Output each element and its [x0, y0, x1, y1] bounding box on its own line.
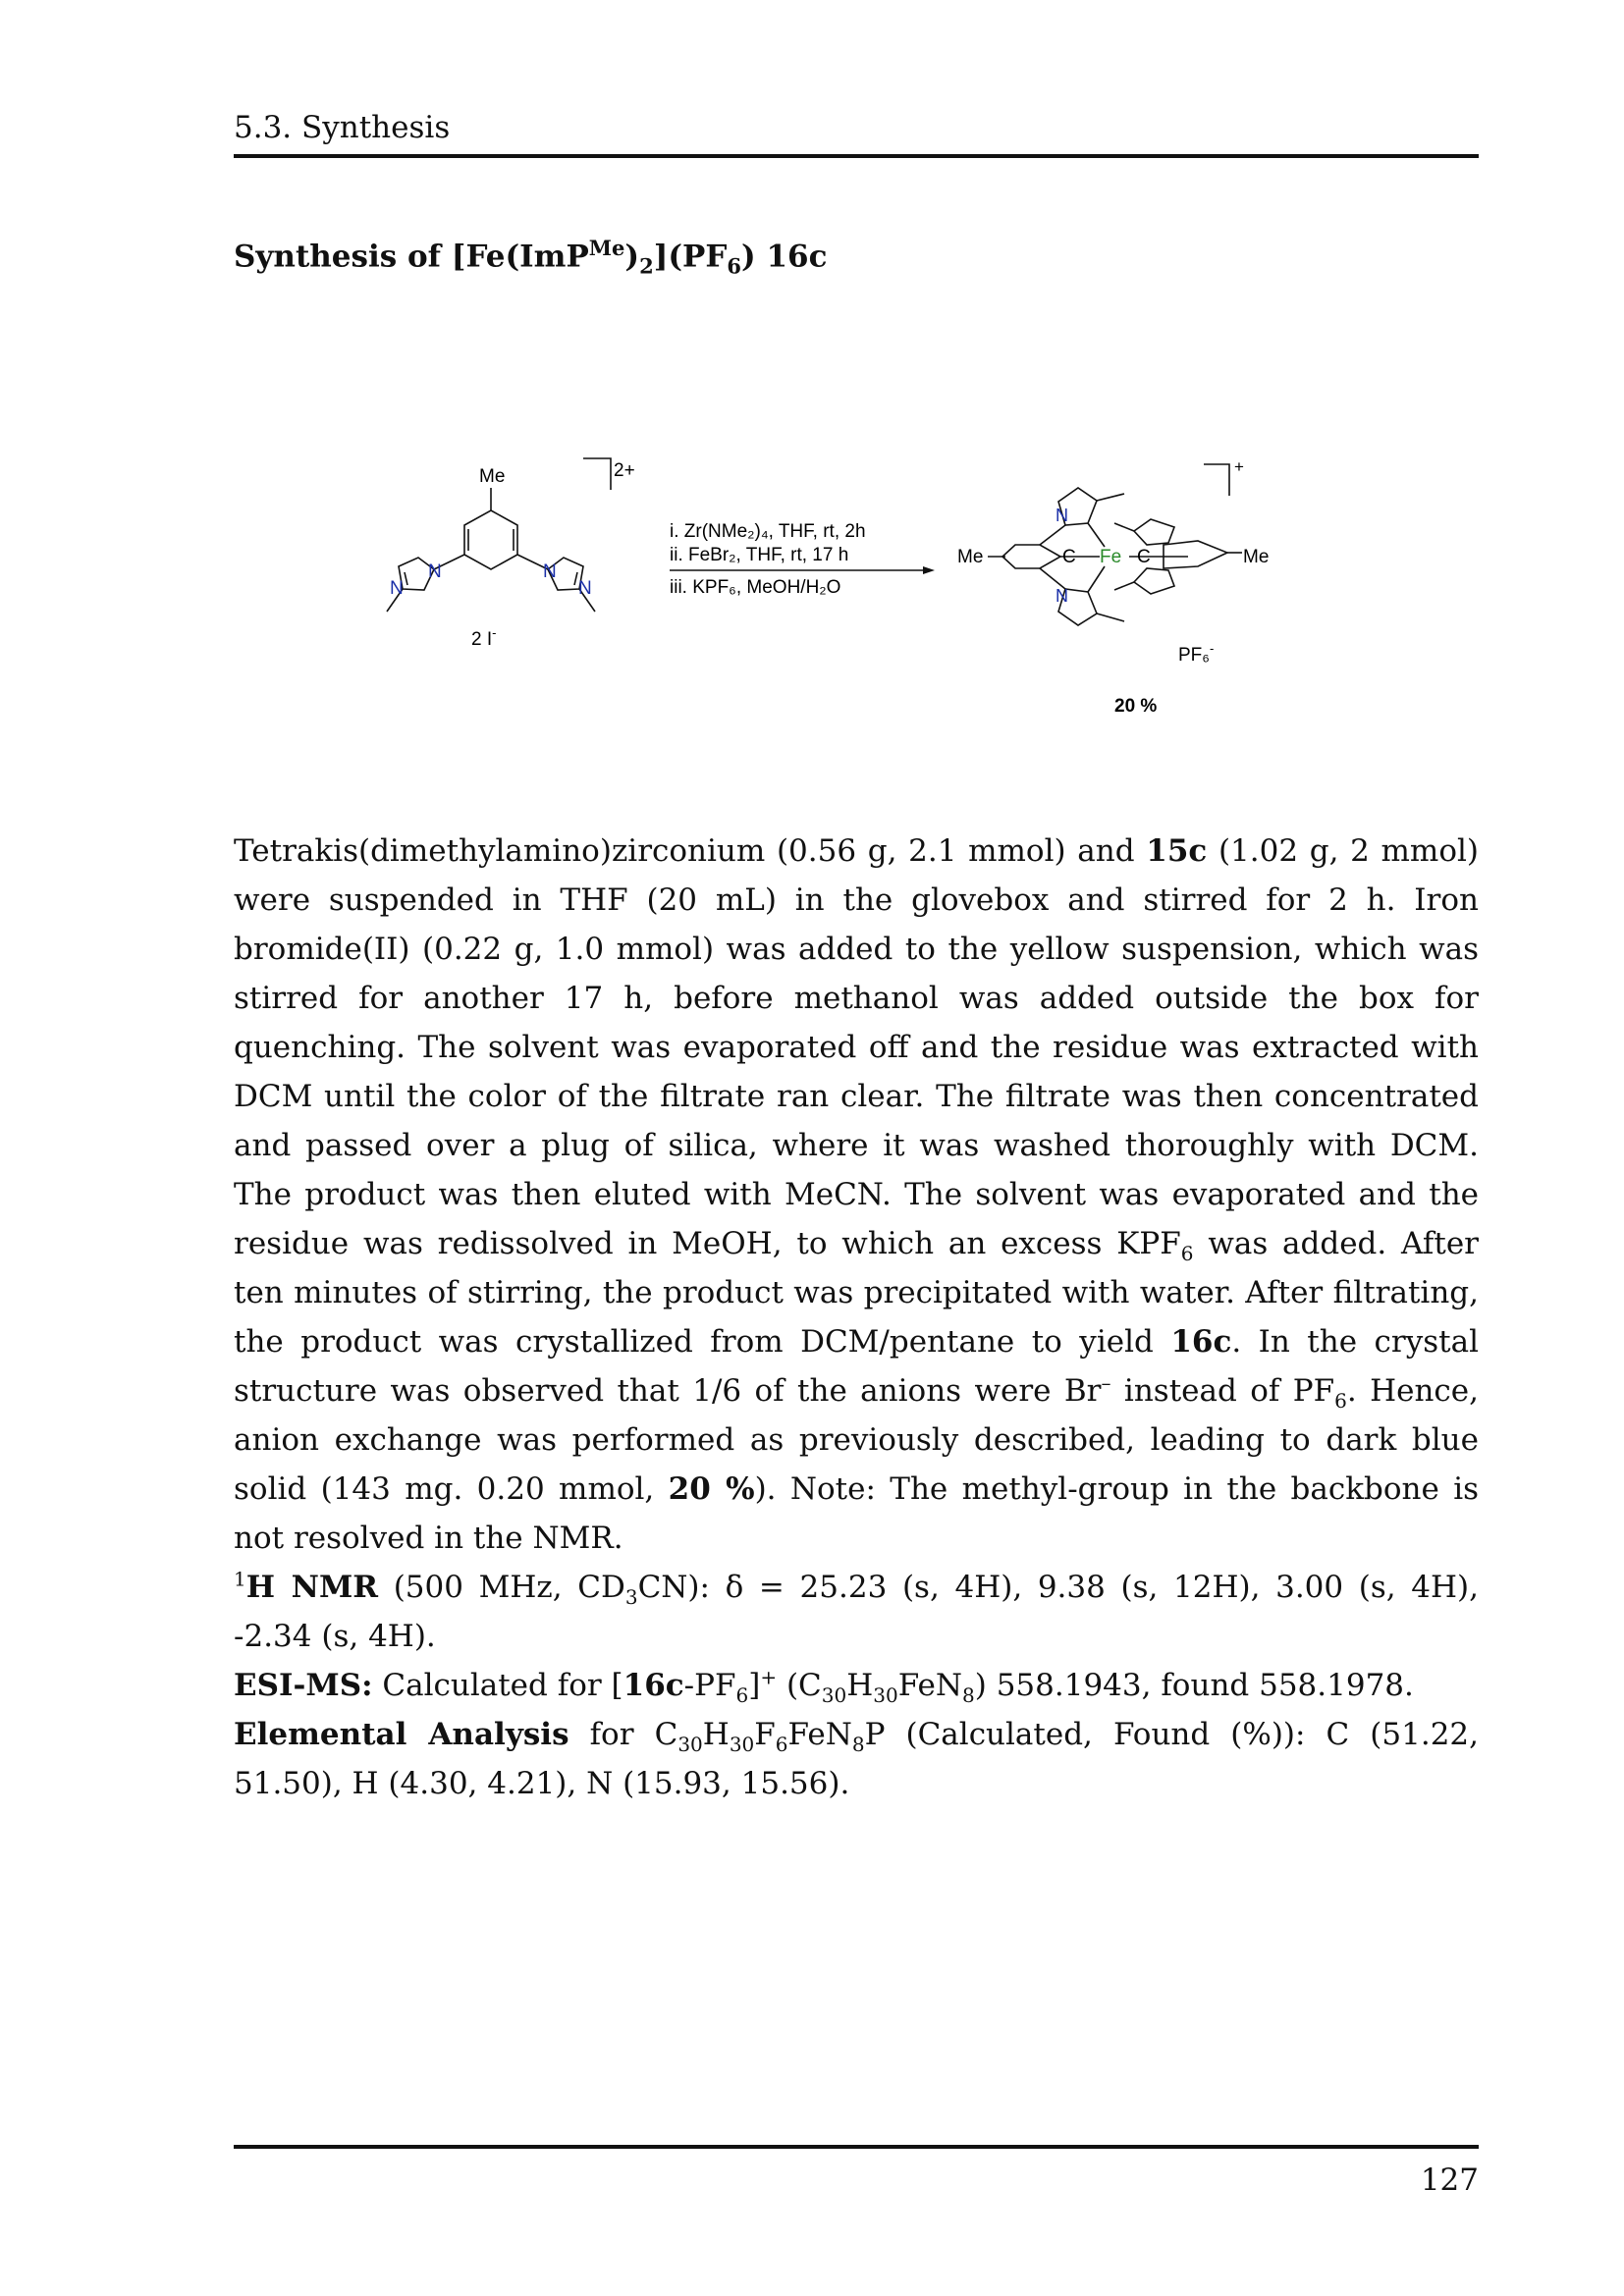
procedure-paragraph [234, 827, 1479, 1563]
elemental-analysis [234, 1710, 1479, 1808]
subscript: 30 [729, 1733, 755, 1757]
subscript: 6 [1334, 1389, 1347, 1414]
reaction-arrowhead [923, 566, 935, 574]
procedure-text [234, 827, 1479, 1808]
text-run: for C [568, 1717, 678, 1752]
text-run: FeN [897, 1668, 963, 1703]
product-anion [1178, 641, 1214, 666]
product-nitrogen-label: N [1056, 586, 1068, 606]
footer-rule [234, 2145, 1479, 2149]
compound-ref: 15c [1146, 833, 1208, 869]
text-run: F [754, 1717, 776, 1752]
text-run: H [846, 1668, 874, 1703]
product-nitrogen-label: N [1056, 506, 1068, 525]
text-run: -PF [683, 1668, 736, 1703]
ms-data [234, 1661, 1479, 1710]
counterion-superscript: - [492, 625, 497, 640]
subscript: 8 [962, 1683, 975, 1708]
text-run: . In the crystal structure was observed that 1/6 of the anions were Br [234, 1324, 1479, 1409]
title-superscript: Me [588, 236, 625, 260]
text-run: ) 558.1943, found 558.1978. [974, 1668, 1414, 1703]
compound-ref: 16c [623, 1668, 684, 1703]
title-subscript: 2 [639, 253, 654, 279]
text-run: (1.02 g, 2 mmol) were suspended in THF (20 mL) in the glovebox and stirred for 2 h. Iron bromide(II) (0.22 g, 1.0 mmol) was added to the yellow suspension, which was stirred for another 17 h, before methanol was added outside the box for quenching. The solvent was evaporated off and the residue was extracted with DCM until the color of the filtrate ran clear. The filtrate was then concentrated and passed over a plug of silica, where it was washed thoroughly with DCM. The product was then eluted with MeCN. The solvent was evaporated and the residue was redissolved in MeOH, to which an excess KPF [234, 833, 1479, 1261]
text-run: Calculated for [ [372, 1668, 623, 1703]
text-run: . Hence, anion exchange was performed as previously described, leading to dark blue solid (143 mg. 0.20 mmol, [234, 1373, 1479, 1507]
subscript: 30 [873, 1683, 898, 1708]
title-text: ) [624, 239, 640, 275]
product-carbon-label: C [1062, 547, 1076, 567]
text-run: ] [748, 1668, 761, 1703]
condition-step-2: ii. FeBr₂, THF, rt, 17 h [670, 545, 849, 565]
nmr-label: H NMR [245, 1570, 379, 1605]
reactant-nitrogen-label: N [578, 578, 592, 599]
product-methyl-right: Me [1243, 547, 1270, 567]
title-text: Synthesis of [Fe(ImP [234, 239, 589, 275]
subscript: 8 [851, 1733, 865, 1757]
reactant-nitrogen-label: N [428, 561, 442, 582]
reactant-charge: 2+ [614, 460, 635, 481]
superscript: 1 [234, 1567, 246, 1591]
text-run: (C [777, 1668, 822, 1703]
product-yield: 20 % [1114, 696, 1158, 717]
text-run: H [702, 1717, 730, 1752]
product-structure [988, 464, 1242, 625]
reactant-nitrogen-label: N [390, 578, 404, 599]
reactant-counterion [471, 625, 496, 650]
condition-step-3: iii. KPF₆, MeOH/H₂O [670, 577, 841, 598]
superscript: + [760, 1665, 778, 1689]
text-run: (500 MHz, CD [378, 1570, 625, 1605]
text-run: FeN [787, 1717, 852, 1752]
header-rule [234, 154, 1479, 158]
title-text: ) 16c [740, 239, 828, 275]
running-header: 5.3. Synthesis [234, 110, 451, 145]
text-run: Tetrakis(dimethylamino)zirconium (0.56 g, 2.1 mmol) and [234, 833, 1147, 869]
subscript: 6 [1180, 1242, 1194, 1266]
reactant-methyl-label: Me [479, 466, 506, 487]
yield-value: 20 % [668, 1471, 755, 1507]
compound-ref: 16c [1170, 1324, 1232, 1360]
product-metal-label: Fe [1100, 547, 1122, 567]
subscript: 3 [624, 1585, 638, 1610]
reactant-nitrogen-label: N [543, 561, 557, 582]
ea-label: Elemental Analysis [234, 1717, 569, 1752]
product-charge: + [1234, 457, 1244, 476]
reaction-scheme [353, 447, 1335, 741]
text-run: was added. After ten minutes of stirring, the product was precipitated with water. After filtrating, the product was crystallized from DCM/pentane to yield [234, 1226, 1479, 1360]
anion-superscript: - [1209, 641, 1215, 656]
page-number: 127 [1420, 2163, 1479, 2198]
text-run: instead of PF [1110, 1373, 1335, 1409]
nmr-data [234, 1563, 1479, 1661]
subscript: 6 [775, 1733, 788, 1757]
condition-step-1: i. Zr(NMe₂)₄, THF, rt, 2h [670, 521, 866, 542]
counterion-text: 2 I [471, 629, 493, 650]
product-methyl-left: Me [957, 547, 984, 567]
text-run: CN): δ = 25.23 (s, 4H), 9.38 (s, 12H), 3.00 (s, 4H), -2.34 (s, 4H). [234, 1570, 1480, 1654]
product-carbon-label: C [1137, 547, 1151, 567]
subscript: 30 [821, 1683, 847, 1708]
title-subscript: 6 [727, 253, 741, 279]
text-run: P (Calculated, Found (%)): C (51.22, 51.50), H (4.30, 4.21), N (15.93, 15.56). [234, 1717, 1479, 1801]
title-text: ](PF [653, 239, 728, 275]
text-run: ). Note: The methyl-group in the backbone is not resolved in the NMR. [234, 1471, 1480, 1556]
subscript: 6 [735, 1683, 749, 1708]
superscript: – [1101, 1370, 1111, 1395]
anion-text: PF₆ [1178, 645, 1210, 666]
section-title [234, 236, 827, 279]
subscript: 30 [677, 1733, 703, 1757]
ms-label: ESI-MS: [234, 1668, 373, 1703]
